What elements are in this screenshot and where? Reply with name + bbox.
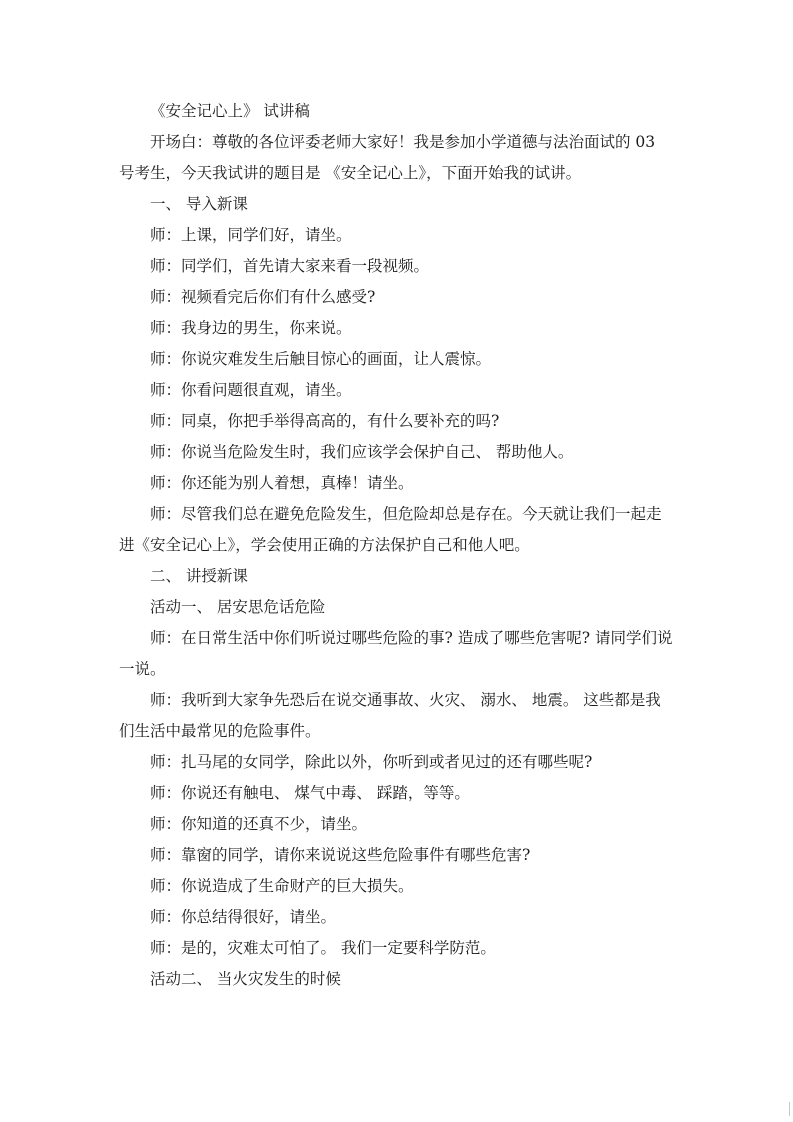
paragraph: 师：扎马尾的女同学，除此以外，你听到或者见过的还有哪些呢?: [150, 753, 593, 771]
paragraph: 师：同学们，首先请大家来看一段视频。: [150, 257, 430, 275]
paragraph: 师：你说还有触电、 煤气中毒、 踩踏，等等。: [150, 784, 470, 802]
paragraph: 师：视频看完后你们有什么感受?: [150, 288, 376, 306]
activity-heading: 活动二、 当火灾发生的时候: [150, 970, 341, 988]
paragraph: 师：上课，同学们好，请坐。: [150, 226, 352, 244]
paragraph: 师：你总结得很好，请坐。: [150, 908, 337, 926]
paragraph: 师：你说灾难发生后触目惊心的画面，让人震惊。: [150, 350, 492, 368]
paragraph: 师：同桌，你把手举得高高的，有什么要补充的吗?: [150, 412, 500, 430]
paragraph: 师：你知道的还真不少，请坐。: [150, 815, 368, 833]
section-heading: 二、 讲授新课: [150, 567, 248, 585]
paragraph: 师：尽管我们总在避免危险发生，但危险却总是存在。今天就让我们一起走进《安全记心上》，学会使用正确的方法保护自己和他人吧。: [119, 505, 662, 554]
document-title: 《安全记心上》 试讲稿: [150, 102, 310, 120]
paragraph: 师：我听到大家争先恐后在说交通事故、火灾、 溺水、 地震。 这些都是我们生活中最常见的危险事件。: [119, 691, 661, 740]
paragraph: 师：你还能为别人着想，真棒！请坐。: [150, 474, 414, 492]
paragraph: 师：在日常生活中你们听说过哪些危险的事? 造成了哪些危害呢? 请同学们说一说。: [119, 629, 673, 678]
paragraph: 师：你说当危险发生时，我们应该学会保护自己、 帮助他人。: [150, 443, 574, 461]
paragraph: 师：你看问题很直观，请坐。: [150, 381, 352, 399]
paragraph: 师：你说造成了生命财产的巨大损失。: [150, 877, 414, 895]
document-body: [119, 96, 675, 995]
paragraph: 师：是的，灾难太可怕了。 我们一定要科学防范。: [150, 939, 496, 957]
activity-heading: 活动一、 居安思危话危险: [150, 598, 326, 616]
page-edge-mark: [789, 1102, 790, 1116]
paragraph: 师：靠窗的同学，请你来说说这些危险事件有哪些危害?: [150, 846, 531, 864]
section-heading: 一、 导入新课: [150, 195, 248, 213]
paragraph-opening: 开场白：尊敬的各位评委老师大家好！我是参加小学道德与法治面试的 03 号考生，今天我试讲的题目是 《安全记心上》，下面开始我的试讲。: [119, 133, 656, 182]
paragraph: 师：我身边的男生，你来说。: [150, 319, 352, 337]
